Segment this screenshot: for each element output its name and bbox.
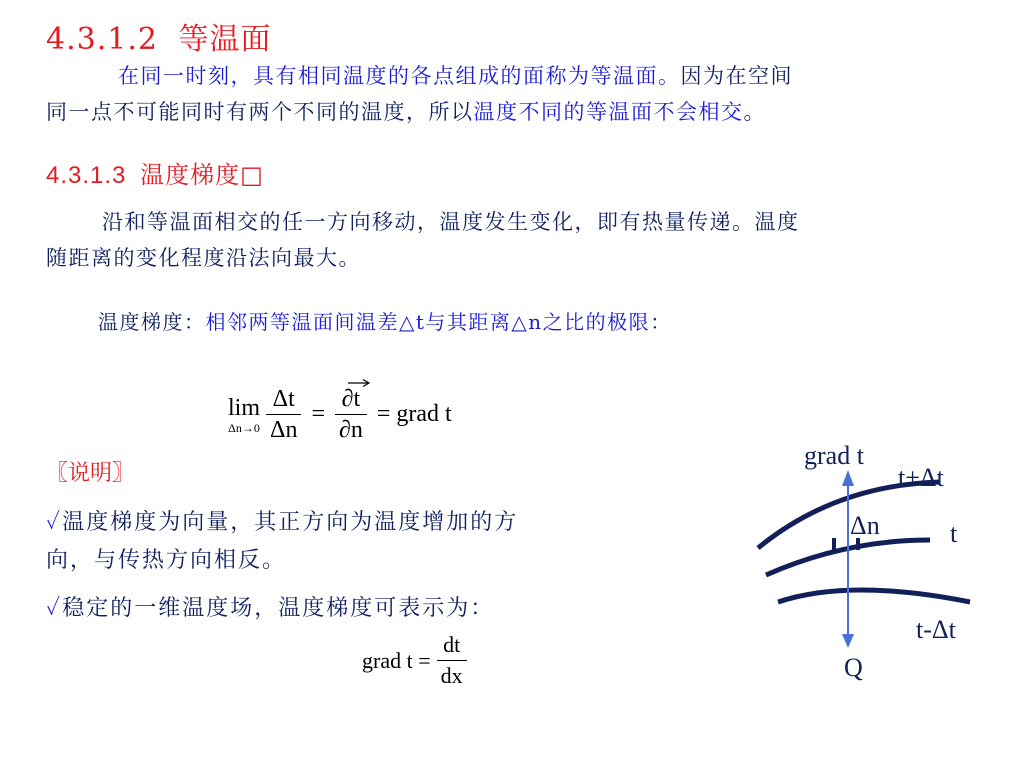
- bullet-text: 温度梯度为向量，其正方向为温度增加的方: [62, 510, 519, 535]
- gradient-definition: [98, 306, 672, 335]
- one-dimensional-gradient-formula: [362, 630, 467, 691]
- fraction-numerator: dt: [437, 630, 467, 661]
- note-bullets: [46, 504, 518, 628]
- checkmark-icon: ✓: [46, 596, 63, 621]
- gradient-paragraph: [46, 204, 1006, 276]
- fraction-numerator: Δt: [266, 384, 301, 415]
- derivative-fraction: [437, 630, 467, 691]
- paragraph-line: 沿和等温面相交的任一方向移动，温度发生变化，即有热量传递。温度: [102, 210, 800, 234]
- limit-operator: [228, 395, 260, 435]
- lim-subscript: Δn→0: [228, 420, 260, 435]
- delta-n-tick: [832, 538, 836, 550]
- definition-colon: ：: [650, 310, 672, 334]
- equals-sign: =: [311, 401, 325, 427]
- label-grad-t: grad t: [804, 441, 864, 470]
- paragraph-text: 因为在空间: [680, 64, 793, 88]
- section-number: 4.3.1.3: [46, 162, 127, 189]
- section-heading-isothermal-surface: [46, 14, 272, 58]
- partial-fraction: [335, 384, 367, 445]
- isotherm-diagram: [740, 430, 1024, 700]
- fraction-denominator: dx: [440, 663, 463, 688]
- checkmark-icon: ✓: [46, 510, 63, 535]
- label-delta-n: Δn: [850, 511, 880, 540]
- paragraph-text: 同一点不可能同时有两个不同的温度，所以: [46, 100, 474, 124]
- paragraph-line: 随距离的变化程度沿法向最大。: [46, 246, 361, 270]
- vector-arrow-icon: [347, 378, 371, 388]
- bullet-text-continuation: 向，与传热方向相反。: [46, 548, 287, 573]
- section-number: 4.3.1.2: [46, 22, 158, 57]
- isothermal-paragraph: [46, 58, 1006, 130]
- delta-fraction: [266, 384, 301, 445]
- highlight-text: 温度不同的等温面不会相交: [473, 100, 744, 124]
- label-t-minus-dt: t-Δt: [916, 615, 956, 644]
- bullet-item: [46, 504, 518, 542]
- formula-rhs: = grad t: [376, 401, 452, 427]
- fraction-numerator: ∂t: [335, 384, 367, 415]
- paragraph-text: 。: [743, 100, 766, 124]
- lim-text: lim: [228, 394, 261, 421]
- definition-text: 在同一时刻，具有相同温度的各点组成的面称为等温面。: [118, 64, 681, 88]
- definition-text: 相邻两等温面间温差△t与其距离△n之比的极限: [205, 310, 651, 334]
- definition-label: 温度梯度：: [98, 310, 206, 334]
- fraction-denominator: Δn: [270, 417, 298, 443]
- formula-lhs: grad t =: [362, 647, 431, 673]
- bullet-text: 稳定的一维温度场，温度梯度可表示为：: [62, 596, 495, 621]
- section-title: 等温面: [178, 22, 272, 57]
- section-heading-temperature-gradient: [46, 155, 264, 190]
- bullet-item: [46, 590, 518, 628]
- isotherm-curve-lower: [778, 590, 970, 602]
- note-heading: 〖说明〗: [46, 461, 135, 486]
- grad-arrow-head-icon: [842, 470, 854, 486]
- heat-flow-arrow-head-icon: [842, 634, 854, 648]
- label-t-plus-dt: t+Δt: [898, 463, 944, 492]
- section-title: 温度梯度□: [140, 161, 264, 189]
- label-q: Q: [844, 653, 863, 682]
- fraction-denominator: ∂n: [339, 417, 363, 443]
- label-t: t: [950, 519, 958, 548]
- gradient-limit-formula: [228, 384, 452, 445]
